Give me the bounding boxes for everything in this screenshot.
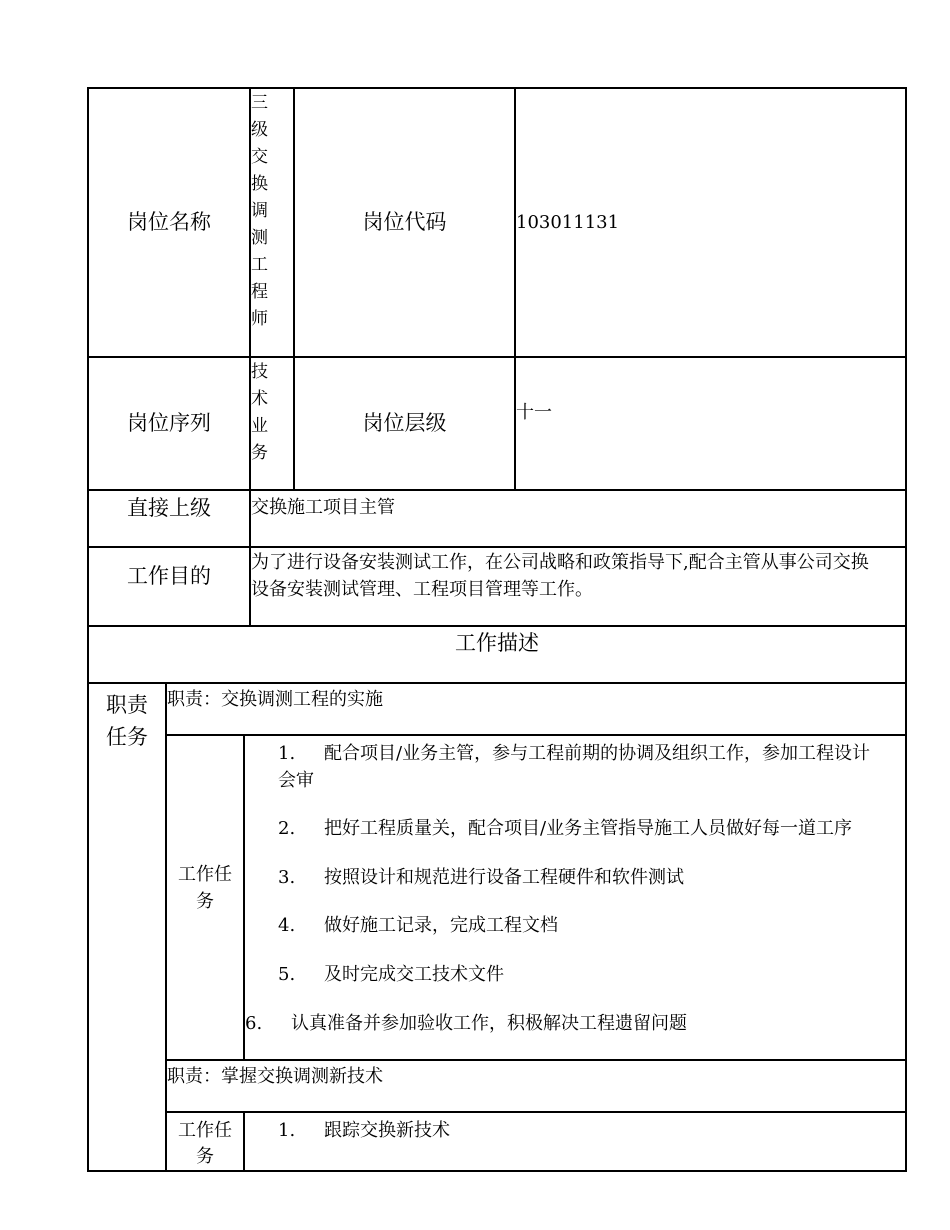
- position-series-value: 技术业务: [251, 362, 268, 463]
- task-item-continuation: 会审: [278, 770, 314, 791]
- position-series-label: 岗位序列: [127, 411, 211, 435]
- duty-task-label-line-1: 职责: [106, 693, 148, 717]
- task-item: 4. 做好施工记录，完成工程文档: [278, 915, 558, 936]
- task-label-line-2: 务: [196, 1146, 214, 1167]
- direct-superior-value: 交换施工项目主管: [251, 497, 395, 518]
- task-label-line-1: 工作任: [178, 1120, 232, 1141]
- task-item: 1. 配合项目/业务主管，参与工程前期的协调及组织工作，参加工程设计: [278, 743, 871, 764]
- work-purpose-label: 工作目的: [127, 564, 211, 588]
- direct-superior-label: 直接上级: [127, 496, 211, 520]
- position-name-value: 三级交换调测工程师: [251, 93, 268, 329]
- work-description-title: 工作描述: [455, 631, 539, 655]
- task-item: 1. 跟踪交换新技术: [278, 1120, 450, 1141]
- position-code-label: 岗位代码: [362, 210, 447, 234]
- task-label-line-2: 务: [196, 891, 214, 912]
- task-item: 6. 认真准备并参加验收工作，积极解决工程遗留问题: [245, 1013, 687, 1034]
- position-name-label: 岗位名称: [127, 210, 211, 234]
- work-purpose-line-2: 设备安装测试管理、工程项目管理等工作。: [251, 579, 593, 600]
- position-level-label: 岗位层级: [362, 411, 447, 435]
- position-code-value: 103011131: [516, 212, 620, 233]
- task-item: 3. 按照设计和规范进行设备工程硬件和软件测试: [278, 867, 684, 888]
- task-item: 2. 把好工程质量关，配合项目/业务主管指导施工人员做好每一道工序: [278, 818, 853, 839]
- duty-task-label-line-2: 任务: [106, 725, 148, 749]
- duty-title: 职责：交换调测工程的实施: [167, 689, 383, 710]
- duty-title: 职责：掌握交换调测新技术: [167, 1066, 383, 1087]
- task-item: 5. 及时完成交工技术文件: [278, 964, 504, 985]
- work-purpose-line-1: 为了进行设备安装测试工作，在公司战略和政策指导下,配合主管从事公司交换: [251, 552, 869, 573]
- task-label-line-1: 工作任: [178, 864, 232, 885]
- position-level-value: 十一: [516, 402, 552, 423]
